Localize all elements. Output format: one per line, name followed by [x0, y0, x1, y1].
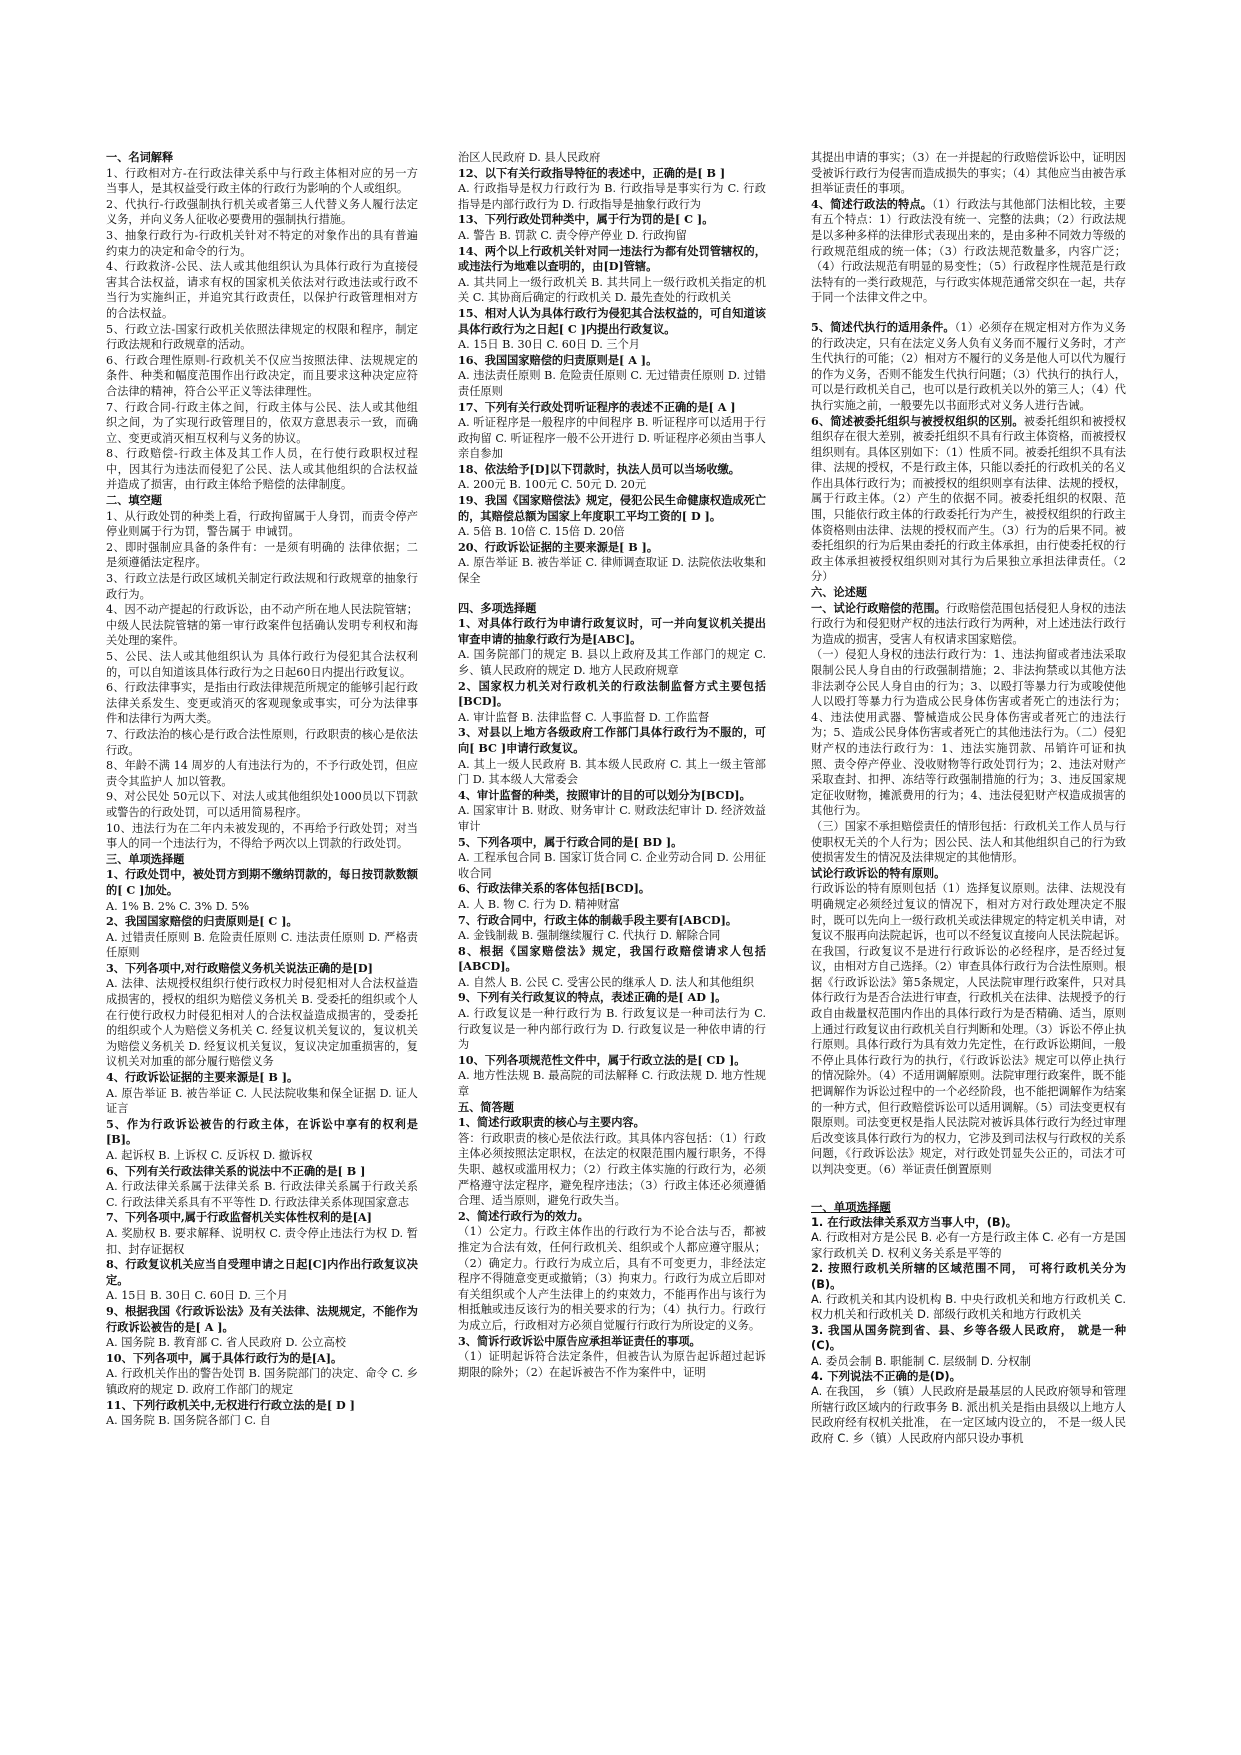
heading-paragraph — [811, 414, 1126, 586]
heading-paragraph: 9、根据我国《行政诉讼法》及有关法律、法规规定，不能作为行政诉讼被告的是[ A ]。 — [106, 1303, 418, 1334]
heading-paragraph: 7、行政合同中，行政主体的制裁手段主要有[ABCD]。 — [458, 912, 738, 927]
heading-paragraph: 5、下列各项中，属于行政合同的是[ BD ]。 — [458, 834, 683, 849]
body-paragraph: A. 警告 B. 罚款 C. 责令停产停业 D. 行政拘留 — [458, 228, 687, 242]
heading-paragraph: 18、依法给予[D]以下罚款时，执法人员可以当场收缴。 — [458, 461, 740, 476]
body-paragraph: A. 审计监督 B. 法律监督 C. 人事监督 D. 工作监督 — [458, 710, 710, 724]
heading-paragraph: 3. 我国从国务院到省、县、乡等各级人民政府， 就是一种(C)。 — [811, 1322, 1126, 1353]
heading-paragraph: 4、审计监督的种类，按照审计的目的可以划分为[BCD]。 — [458, 787, 751, 802]
heading-paragraph: 二、填空题 — [106, 493, 162, 508]
body-paragraph: 10、违法行为在二年内未被发现的，不再给予行政处罚；对当事人的同一个违法行为，不得给予两次以上罚款的行政处罚。 — [106, 821, 418, 851]
body-paragraph: （1）证明起诉符合法定条件，但被告认为原告起诉超过起诉期限的除外；（2）在起诉被告不作为案件中，证明 — [458, 1350, 766, 1379]
body-paragraph: A. 国务院 B. 教育部 C. 省人民政府 D. 公立高校 — [106, 1336, 346, 1350]
body-paragraph: （三）国家不承担赔偿责任的情形包括：行政机关工作人员与行使职权无关的个人行为；因公民、法人和其他组织自己的行为致使损害发生的情况及法律规定的其他情形。 — [811, 819, 1126, 865]
body-paragraph: 3、行政立法是行政区域机关制定行政法规和行政规章的抽象行政行为。 — [106, 572, 418, 601]
heading-paragraph: 三、单项选择题 — [106, 851, 185, 866]
heading-paragraph: 19、我国《国家赔偿法》规定，侵犯公民生命健康权造成死亡的，其赔偿总额为国家上年度职工平均工资的[ D ]。 — [458, 493, 766, 523]
body-paragraph: A. 违法责任原则 B. 危险责任原则 C. 无过错责任原则 D. 过错责任原则 — [458, 369, 766, 398]
right-column — [811, 150, 1126, 1446]
body-paragraph: 7、行政法治的核心是行政合法性原则，行政职责的核心是依法行政。 — [106, 727, 418, 757]
body-paragraph: A. 工程承包合同 B. 国家订货合同 C. 企业劳动合同 D. 公用征收合同 — [458, 851, 766, 880]
heading-paragraph: 16、我国国家赔偿的归责原则是[ A ]。 — [458, 352, 658, 367]
body-paragraph: A. 200元 B. 100元 C. 50元 D. 20元 — [458, 478, 647, 492]
body-paragraph: A. 地方性法规 B. 最高院的司法解释 C. 行政法规 D. 地方性规章 — [458, 1069, 766, 1099]
run-in-heading: 6、简述被委托组织与被授权组织的区别。 — [811, 413, 1024, 428]
heading-paragraph: 11、下列行政机关中,无权进行行政立法的是[ D ] — [106, 1397, 355, 1412]
heading-paragraph: 3、简诉行政诉讼中原告应承担举证责任的事项。 — [458, 1333, 701, 1348]
body-paragraph: 6、行政合理性原则-行政机关不仅应当按照法律、法规规定的条件、种类和幅度范围作出行政决定，而且要求这种决定应符合法律的精神，符合公平正义等法律理性。 — [106, 353, 418, 398]
heading-paragraph: 7、下列各项中,属于行政监督机关实体性权利的是[A] — [106, 1210, 372, 1225]
body-paragraph: A. 在我国， 乡（镇）人民政府是最基层的人民政府领导和管理所辖行政区域内的行政事务 B. 派出机关是指由县级以上地方人民政府经有权机关批准， 在一定区域内设立的， 不是一级人民政府 C. 乡（镇）人民政府内部只设办事机 — [811, 1384, 1126, 1445]
heading-paragraph: 13、下列行政处罚种类中，属于行为罚的是[ C ]。 — [458, 212, 714, 227]
heading-paragraph: 10、下列各项中，属于具体行政行为的是[A]。 — [106, 1350, 343, 1365]
body-paragraph: A. 行政法律关系属于法律关系 B. 行政法律关系属于行政关系 C. 行政法律关系具有不平等性 D. 行政法律关系体现国家意志 — [106, 1180, 418, 1209]
run-in-body: （1）行政法与其他部门法相比较，主要有五个特点：1）行政法没有统一、完整的法典；（2）行政法规是以多种多样的法律形式表现出来的，是由多种不同效力等级的行政规范组成的统一体；（3）行政法规范数量多，内容广泛；（4）行政法规范有明显的易变性；（5）行政程序性规范是行政法特有的一类行政规范，与行政实体规范通常交织在一起，共存于同一个法律文件之中。 — [811, 197, 1126, 305]
body-paragraph: （1）公定力。行政主体作出的行政行为不论合法与否，都被推定为合法有效，任何行政机关、组织或个人都应遵守服从；（2）确定力。行政行为成立后，具有不可变更力，非经法定程序不得随意变更或撤销；（3）拘束力。行政行为成立后即对有关组织或个人产生法律上的约束效力，不能再作出与该行为相抵触或违反该行为的相关要求的行为；（4）执行力。行政行为成立后，行政相对方必须自觉履行行政行为所设定的义务。 — [458, 1225, 766, 1332]
body-paragraph: A. 法律、法规授权组织行使行政权力时侵犯相对人合法权益造成损害的，授权的组织为赔偿义务机关 B. 受委托的组织或个人在行使行政权力时侵犯相对人的合法权益造成损害的，受委托的组织或个人为赔偿义务机关 C. 经复议机关复议的，复议机关为赔偿义务机关 D. 经复议机关复议，复议决定加重损害的，复议机关对加重的部分履行赔偿义务 — [106, 977, 418, 1069]
heading-paragraph: 3、对县以上地方各级政府工作部门具体行政行为不服的，可向[ BC ]申请行政复议。 — [458, 725, 766, 755]
heading-paragraph: 1. 在行政法律关系双方当事人中，(B)。 — [811, 1215, 1018, 1229]
body-paragraph: A. 起诉权 B. 上诉权 C. 反诉权 D. 撤诉权 — [106, 1149, 313, 1162]
heading-paragraph: 20、行政诉讼证据的主要来源是[ B ]。 — [458, 539, 659, 554]
body-paragraph: （一）侵犯人身权的违法行政行为：1、违法拘留或者违法采取限制公民人身自由的行政强制措施；2、非法拘禁或以其他方法非法剥夺公民人身自由的行为；3、以殴打等暴力行为或唆使他人以殴打等暴力行为造成公民身体伤害或者死亡的违法行为；4、违法使用武器、警械造成公民身体伤害或者死亡的违法行为；5、造成公民身体伤害或者死亡的其他违法行为。（二）侵犯财产权的违法行政行为：1、违法实施罚款、吊销许可证和执照、责令停产停业、没收财物等行政处罚行为；2、违法对财产采取查封、扣押、冻结等行政强制措施的行为；3、违反国家规定征收财物，摊派费用的行为；4、违法侵犯财产权造成损害的其他行为。 — [811, 648, 1126, 818]
body-paragraph: 2、代执行-行政强制执行机关或者第三人代替义务人履行法定义务，并向义务人征收必要费用的强制执行措施。 — [106, 197, 418, 227]
heading-paragraph: 一、单项选择题 — [811, 1199, 891, 1214]
heading-paragraph: 14、两个以上行政机关针对同一违法行为都有处罚管辖权的，或违法行为地难以查明的，由[D]管辖。 — [458, 243, 766, 274]
heading-paragraph: 15、相对人认为具体行政行为侵犯其合法权益的，可自知道该具体行政行为之日起[ C ]内提出行政复议。 — [458, 305, 766, 336]
body-paragraph: 治区人民政府 D. 县人民政府 — [458, 151, 601, 164]
left-column — [106, 150, 418, 1429]
heading-paragraph: 2、我国国家赔偿的归责原则是[ C ]。 — [106, 914, 298, 929]
heading-paragraph: 12、以下有关行政指导特征的表述中，正确的是[ B ] — [458, 165, 726, 180]
heading-paragraph: 5、作为行政诉讼被告的行政主体，在诉讼中享有的权利是[B]。 — [106, 1116, 418, 1147]
heading-paragraph: 试论行政诉讼的特有原则。 — [811, 865, 946, 880]
body-paragraph: A. 5倍 B. 10倍 C. 15倍 D. 20倍 — [458, 525, 625, 539]
heading-paragraph — [811, 320, 1126, 414]
body-paragraph: A. 原告举证 B. 被告举证 C. 人民法院收集和保全证据 D. 证人证言 — [106, 1086, 418, 1116]
body-paragraph: A. 行政相对方是公民 B. 必有一方是行政主体 C. 必有一方是国家行政机关 D. 权利义务关系是平等的 — [811, 1230, 1126, 1260]
heading-paragraph: 1、对具体行政行为申请行政复议时，可一并向复议机关提出审查申请的抽象行政行为是[ABC]。 — [458, 616, 766, 646]
body-paragraph: A. 过错责任原则 B. 危险责任原则 C. 违法责任原则 D. 严格责任原则 — [106, 930, 418, 960]
heading-paragraph: 五、简答题 — [458, 1099, 514, 1114]
body-paragraph: A. 其上一级人民政府 B. 其本级人民政府 C. 其上一级主管部门 D. 其本级人大常委会 — [458, 757, 766, 787]
body-paragraph: 3、抽象行政行为-行政机关针对不特定的对象作出的具有普遍约束力的决定和命令的行为。 — [106, 228, 418, 258]
heading-paragraph: 3、下列各项中,对行政赔偿义务机关说法正确的是[D] — [106, 960, 373, 975]
body-paragraph: A. 其共同上一级行政机关 B. 其共同上一级行政机关指定的机关 C. 其协商后确定的行政机关 D. 最先查处的行政机关 — [458, 275, 766, 305]
body-paragraph: 5、行政立法-国家行政机关依照法律规定的权限和程序，制定行政法规和行政规章的活动。 — [106, 322, 418, 352]
body-paragraph: A. 奖励权 B. 要求解释、说明权 C. 责令停止违法行为权 D. 暂扣、封存证据权 — [106, 1226, 418, 1256]
middle-column — [458, 150, 766, 1380]
run-in-body: 被委托组织和被授权组织存在很大差别，被委托组织不具有行政主体资格，而被授权组织则有。具体区别如下：（1）性质不同。被委托组织不具有法律、法规的授权，不是行政主体，只能以委托的行政机关的名义作出具体行政行为；而被授权的组织则享有法律、法规的授权，属于行政主体。（2）产生的依据不同。被委托组织的权限、范围，只能依行政主体的行政委托行为产生，被授权组织的行政主体资格则由法律、法规的授权而产生。（3）行为的后果不同。被委托组织的行为后果由委托的行政主体承担，由行使委托权的行政主体承担被授权组织则对其行为后果独立承担法律责任。（2分） — [811, 414, 1126, 584]
body-paragraph: A. 国务院部门的规定 B. 县以上政府及其工作部门的规定 C. 乡、镇人民政府的规定 D. 地方人民政府规章 — [458, 648, 766, 677]
body-paragraph: A. 行政复议是一种行政行为 B. 行政复议是一种司法行为 C. 行政复议是一种内部行政行为 D. 行政复议是一种依申请的行为 — [458, 1007, 766, 1052]
body-paragraph: 5、公民、法人或其他组织认为 具体行政行为侵犯其合法权利的，可以自知道该具体行政行为之日起60日内提出行政复议。 — [106, 650, 418, 679]
body-paragraph: 4、行政救济-公民、法人或其他组织认为具体行政行为直接侵害其合法权益，请求有权的国家机关依法对行政违法或行政不当行为实施纠正，并追究其行政责任，以保护行政管理相对方的合法权益。 — [106, 260, 418, 320]
body-paragraph: 7、行政合同-行政主体之间，行政主体与公民、法人或其他组织之间，为了实现行政管理目的，依双方意思表示一致，而确立、变更或消灭相互权利与义务的协议。 — [106, 400, 418, 445]
body-paragraph: A. 15日 B. 30日 C. 60日 D. 三个月 — [458, 338, 640, 352]
body-paragraph: 其提出申请的事实；（3）在一并提起的行政赔偿诉讼中，证明因受被诉行政行为侵害而造成损失的事实；（4）其他应当由被告承担举证责任的事项。 — [811, 151, 1126, 196]
body-paragraph: A. 原告举证 B. 被告举证 C. 律师调查取证 D. 法院依法收集和保全 — [458, 556, 766, 586]
body-paragraph: A. 行政指导是权力行政行为 B. 行政指导是事实行为 C. 行政指导是内部行政行为 D. 行政指导是抽象行政行为 — [458, 182, 766, 211]
body-paragraph: 8、行政赔偿-行政主体及其工作人员，在行使行政职权过程中，因其行为违法而侵犯了公民、法人或其他组织的合法权益并造成了损害，由行政主体给予赔偿的法律制度。 — [106, 447, 418, 492]
body-paragraph: A. 国家审计 B. 财政、财务审计 C. 财政法纪审计 D. 经济效益审计 — [458, 804, 766, 833]
run-in-heading: 4、简述行政法的特点。 — [811, 196, 933, 211]
body-paragraph: 1、行政相对方-在行政法律关系中与行政主体相对应的另一方当事人，是其权益受行政主体的行政行为影响的个人或组织。 — [106, 166, 418, 196]
heading-paragraph: 9、下列有关行政复议的特点，表述正确的是[ AD ]。 — [458, 990, 727, 1005]
heading-paragraph — [811, 197, 1126, 306]
heading-paragraph — [811, 601, 1126, 648]
body-paragraph: A. 听证程序是一般程序的中间程序 B. 听证程序可以适用于行政拘留 C. 听证程序一般不公开进行 D. 听证程序必须由当事人亲自参加 — [458, 416, 766, 461]
body-paragraph: A. 国务院 B. 国务院各部门 C. 自 — [106, 1414, 271, 1428]
body-paragraph: 1、从行政处罚的种类上看，行政拘留属于人身罚，而责令停产停业则属于行为罚，警告属于 申诫罚。 — [106, 509, 418, 539]
heading-paragraph: 8、行政复议机关应当自受理申请之日起[C]内作出行政复议决定。 — [106, 1257, 418, 1287]
run-in-heading: 一、试论行政赔偿的范围。 — [811, 600, 947, 615]
heading-paragraph: 一、名词解释 — [106, 150, 174, 164]
body-paragraph: A. 委员会制 B. 职能制 C. 层级制 D. 分权制 — [811, 1353, 1032, 1368]
body-paragraph: A. 行政机关和其内设机构 B. 中央行政机关和地方行政机关 C. 权力机关和行政机关 D. 部级行政机关和地方行政机关 — [811, 1292, 1126, 1322]
heading-paragraph: 1、简述行政职责的核心与主要内容。 — [458, 1115, 645, 1130]
heading-paragraph: 1、行政处罚中，被处罚方到期不缴纳罚款的，每日按罚款数额的[ C ]加处。 — [106, 867, 418, 897]
body-paragraph: A. 自然人 B. 公民 C. 受害公民的继承人 D. 法人和其他组织 — [458, 975, 754, 989]
run-in-body: 行政赔偿范围包括侵犯人身权的违法行政行为和侵犯财产权的违法行政行为两种，对上述违法行政行为造成的损害，受害人有权请求国家赔偿。 — [811, 601, 1126, 646]
body-paragraph: A. 金钱制裁 B. 强制继续履行 C. 代执行 D. 解除合同 — [458, 929, 721, 943]
heading-paragraph: 2、国家权力机关对行政机关的行政法制监督方式主要包括[BCD]。 — [458, 678, 766, 709]
heading-paragraph: 8、根据《国家赔偿法》规定，我国行政赔偿请求人包括[ABCD]。 — [458, 943, 766, 974]
body-paragraph: 行政诉讼的特有原则包括（1）选择复议原则。法律、法规没有明确规定必须经过复议的情况下，相对方对行政处理决定不服时，既可以先向上一级行政机关或法律规定的特定机关申请，对复议不服再向法院起诉，也可以不经复议直接向人民法院起诉。在我国，行政复议不是进行行政诉讼的必经程序，是否经过复议，由相对方自己选择。（2）审查具体行政行为合法性原则。根据《行政诉讼法》第5条规定，人民法院审理行政案件，只对具体行政行为是否合法进行审查，行政机关在法律、法规授予的行政自由裁量权范围内作出的具体行政行为是否精确、适当，原则上通过行政复议由行政机关自行判断和处理。（3）诉讼不停止执行原则。具体行政行为具有效力先定性，在行政诉讼期间，一般不停止具体行政行为的执行，《行政诉讼法》规定可以停止执行的情况除外。（4）不适用调解原则。法院审理行政案件，既不能把调解作为诉讼过程中的一个必经阶段，也不能把调解作为结案的一种方式，但行政赔偿诉讼可以适用调解。（5）司法变更权有限原则。司法变更权是指人民法院对被诉具体行政行为经过审理后改变该具体行政行为的权力，它涉及到司法权与行政权的关系问题，《行政诉讼法》规定，对行政处罚显失公正的，司法才可以判决变更。（6）举证责任倒置原则 — [811, 882, 1126, 1176]
body-paragraph: 8、年龄不满 14 周岁的人有违法行为的，不予行政处罚，但应责令其监护人 加以管教。 — [106, 759, 418, 788]
body-paragraph: 2、即时强制应具备的条件有：一是须有明确的 法律依据；二是须遵循法定程序。 — [106, 540, 418, 570]
run-in-body: （1）必须存在规定相对方作为义务的行政决定，只有在法定义务人负有义务而不履行义务时，才产生代执行的可能；（2）相对方不履行的义务是他人可以代为履行的作为义务，否则不能发生代执行问题；（3）代执行的执行人，可以是行政机关自己，也可以是行政机关以外的第三人；（4）代执行实施之前，一般要先以书面形式对义务人进行告诫。 — [811, 320, 1126, 412]
heading-paragraph: 2、简述行政行为的效力。 — [458, 1208, 589, 1223]
heading-paragraph: 2. 按照行政机关所辖的区域范围不同， 可将行政机关分为(B)。 — [811, 1261, 1126, 1291]
heading-paragraph: 4. 下列说法不正确的是(D)。 — [811, 1369, 961, 1384]
heading-paragraph: 4、行政诉讼证据的主要来源是[ B ]。 — [106, 1070, 299, 1085]
heading-paragraph: 四、多项选择题 — [458, 600, 537, 615]
body-paragraph: 9、对公民处 50元以下、对法人或其他组织处1000员以下罚款或警告的行政处罚，可以适用简易程序。 — [106, 790, 418, 819]
body-paragraph: 4、因不动产提起的行政诉讼，由不动产所在地人民法院管辖；中级人民法院管辖的第一审行政案件包括确认发明专利权和海关处理的案件。 — [106, 603, 418, 648]
heading-paragraph: 10、下列各项规范性文件中，属于行政立法的是[ CD ]。 — [458, 1052, 746, 1067]
body-paragraph: A. 人 B. 物 C. 行为 D. 精神财富 — [458, 897, 620, 911]
run-in-heading: 5、简述代执行的适用条件。 — [811, 319, 955, 334]
body-paragraph: 6、行政法律事实，是指由行政法律规范所规定的能够引起行政法律关系发生、变更或消灭的客观现象或事实，可分为法律事件和法律行为两大类。 — [106, 681, 418, 726]
body-paragraph: A. 行政机关作出的警告处罚 B. 国务院部门的决定、命令 C. 乡镇政府的规定 D. 政府工作部门的规定 — [106, 1367, 418, 1396]
heading-paragraph: 6、下列有关行政法律关系的说法中不正确的是[ B ] — [106, 1163, 366, 1178]
body-paragraph: 答：行政职责的核心是依法行政。其具体内容包括：（1）行政主体必须按照法定职权，在法定的权限范围内履行职务，不得失职、越权或滥用权力；（2）行政主体实施的行政行为，必须严格遵守法定程序，避免程序违法；（3）行政主体还必须遵循合理、适当原则，避免行政失当。 — [458, 1131, 766, 1208]
heading-paragraph: 17、下列有关行政处罚听证程序的表述不正确的是[ A ] — [458, 399, 736, 414]
body-paragraph: A. 15日 B. 30日 C. 60日 D. 三个月 — [106, 1289, 288, 1303]
body-paragraph: A. 1% B. 2% C. 3% D. 5% — [106, 899, 250, 913]
heading-paragraph: 六、论述题 — [811, 585, 867, 600]
heading-paragraph: 6、行政法律关系的客体包括[BCD]。 — [458, 881, 651, 896]
